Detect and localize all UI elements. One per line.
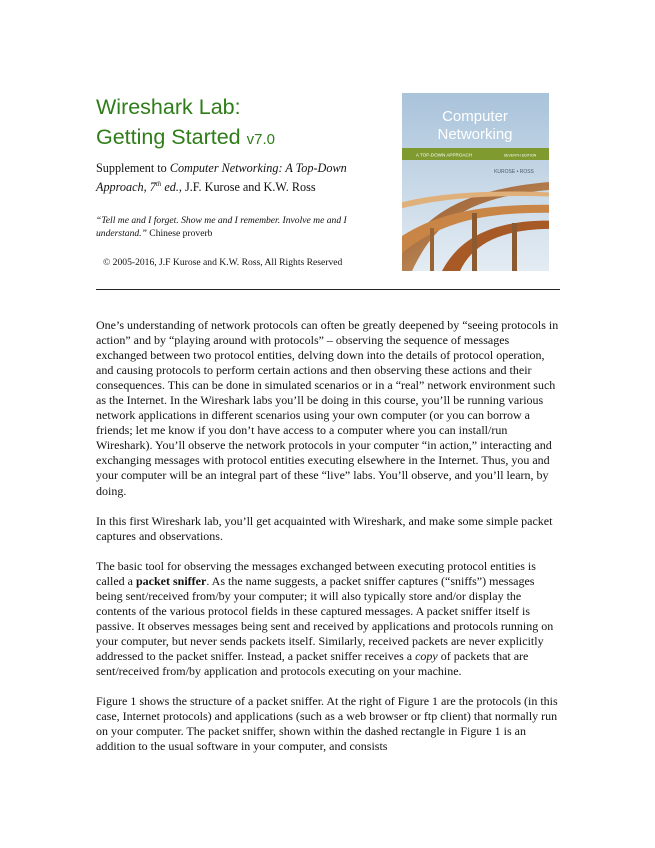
paragraph-2: In this first Wireshark lab, you’ll get acquainted with Wireshark, and make some simple packet captures and observations.: [96, 513, 553, 543]
quote-text: “Tell me and I forget. Show me and I remember. Involve me and I understand.”: [96, 215, 347, 239]
cover-authors: KUROSE • ROSS: [494, 169, 534, 175]
cover-subtitle: A TOP-DOWN APPROACH: [415, 152, 473, 158]
paragraph-4: Figure 1 shows the structure of a packet sniffer. At the right of Figure 1 are the protocols (in this case, Internet protocols) and applications (such as a web browser or ftp client) that normally run on your computer. The packet sniffer, shown within the dashed rectangle in Figure 1 is an addition to the usual software in your computer, and consists: [96, 694, 558, 754]
paragraph-1: One’s understanding of network protocols can often be greatly deepened by “seeing protocols in action” and by “playing around with protocols” – observing the sequence of messages exchanged between two protocol entities, delving down into the details of protocol operation, and causing protocols to perform certain actions and then observing these actions and their consequences. This can be done in simulated scenarios or in a “real” network environment such as the Internet. In the Wireshark labs you’ll be doing in this course, you’ll be running various network applications in different scenarios using your own computer (or you can borrow a friends; let me know if you don’t have access to a computer where you can install/run Wireshark). You’ll observe the network protocols in your computer “in action,” interacting and exchanging messages with protocol entities executing elsewhere in the Internet. Thus, you and your computer will be an integral part of these “live” labs. You’ll observe, and you’ll learn, by doing.: [96, 318, 559, 498]
version-label: v7.0: [246, 131, 275, 148]
proverb-quote: [96, 214, 396, 240]
book-cover-image: [402, 93, 549, 271]
paragraph-3: The basic tool for observing the messages exchanged between executing protocol entities is called a packet sniffer. As the name suggests, a packet sniffer captures (“sniffs”) messages being sent/received from/by your computer; it will also typically store and/or display the contents of the various protocol fields in these captured messages. A packet sniffer itself is passive. It observes messages being sent and received by applications and protocols running on your computer, but never sends packets itself. Similarly, received packets are never explicitly addressed to the packet sniffer. Instead, a packet sniffer receives a copy of packets that are sent/received from/by application and protocols executing on your machine.: [96, 558, 554, 678]
cover-title-line-1: Computer: [442, 108, 508, 125]
title-line-2: Getting Started: [96, 125, 241, 149]
cover-edition: SEVENTH EDITION: [503, 153, 537, 158]
supplement-prefix: Supplement to: [96, 161, 170, 175]
book-title: Computer Networking: A Top-Down Approach, 7th ed.,: [96, 161, 347, 195]
page-title: [96, 92, 275, 155]
title-line-1: Wireshark Lab:: [96, 95, 241, 119]
cover-title-line-2: Networking: [437, 126, 513, 143]
book-authors: J.F. Kurose and K.W. Ross: [181, 180, 316, 195]
quote-source: Chinese proverb: [146, 228, 213, 239]
copyright-notice: © 2005-2016, J.F Kurose and K.W. Ross, All Rights Reserved: [103, 257, 343, 268]
packet-sniffer-term: packet sniffer: [135, 573, 207, 588]
edition-sup: th: [155, 180, 162, 188]
book-cover-art: [402, 93, 549, 271]
title-block: [96, 92, 275, 155]
copy-term: copy: [415, 648, 438, 663]
header-divider: [96, 289, 560, 290]
supplement-line: [96, 160, 386, 195]
body-text: [96, 318, 562, 769]
